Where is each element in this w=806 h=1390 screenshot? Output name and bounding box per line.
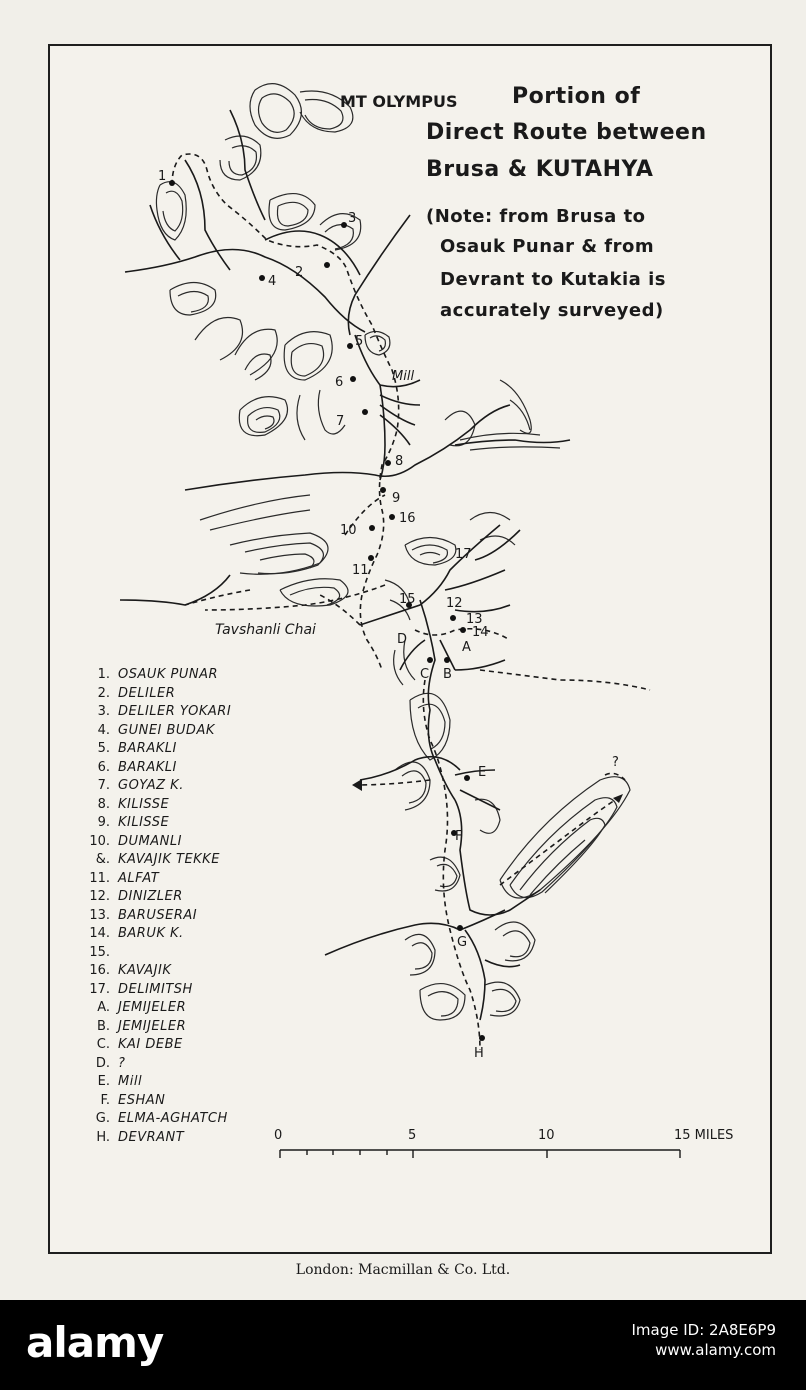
legend-key: 14. — [89, 926, 110, 941]
map-title-line: Portion of — [512, 84, 641, 109]
legend-key: H. — [96, 1129, 110, 1145]
legend-key: C. — [96, 1037, 110, 1052]
point-label: 3 — [348, 211, 357, 226]
legend-key: 9. — [97, 815, 110, 830]
map-title-line: Brusa & KUTAHYA — [426, 157, 654, 182]
publisher-imprint: London: Macmillan & Co. Ltd. — [295, 1262, 511, 1278]
point-label: D — [397, 632, 408, 647]
map-title-line: Direct Route between — [426, 120, 707, 145]
legend-row — [80, 814, 280, 833]
legend-key: 17. — [89, 981, 110, 997]
terrain-mid — [200, 380, 560, 685]
point-label: 1 — [158, 169, 167, 184]
legend-row — [80, 925, 280, 944]
legend-name: DELILER — [118, 685, 176, 701]
scale-tick-label: 10 — [538, 1128, 555, 1143]
legend-name: DELIMITSH — [118, 981, 193, 997]
legend-name: KILISSE — [118, 796, 170, 812]
legend-row — [80, 777, 280, 796]
legend-key: A. — [97, 1000, 110, 1015]
point-label: 7 — [336, 414, 345, 429]
legend-name: OSAUK PUNAR — [118, 667, 219, 682]
legend-key: 3. — [97, 704, 110, 719]
legend-row — [80, 981, 280, 1000]
legend-row — [80, 944, 280, 963]
route-arrows — [352, 779, 623, 803]
map-note-line: (Note: from Brusa to — [426, 206, 646, 227]
point-label: H — [474, 1046, 484, 1061]
legend-row — [80, 870, 280, 889]
legend-row — [80, 1128, 283, 1148]
legend-name: GUNEI BUDAK — [118, 722, 215, 738]
legend-name: BARAKLI — [118, 759, 177, 775]
legend-key: 12. — [89, 889, 110, 904]
point-label: 6 — [335, 375, 344, 390]
legend-row — [80, 1092, 280, 1111]
legend-key: 1. — [97, 667, 110, 682]
legend-name: DELILER YOKARI — [118, 704, 232, 719]
legend-row — [80, 796, 280, 815]
map-note-line: Devrant to Kutakia is — [440, 269, 666, 290]
alamy-logo: alamy — [26, 1318, 164, 1367]
legend-key: 4. — [97, 722, 110, 738]
legend-name: JEMIJELER — [118, 1018, 187, 1034]
legend-name: DEVRANT — [118, 1129, 185, 1145]
point-label: C — [420, 667, 430, 682]
legend-row — [80, 888, 280, 907]
legend-row — [80, 1055, 280, 1074]
unknown-label: ? — [612, 755, 619, 770]
scale-tick-label: 5 — [408, 1128, 417, 1143]
point-label: G — [457, 935, 468, 950]
legend-key: 10. — [89, 833, 110, 849]
legend-key: D. — [95, 1055, 110, 1071]
point-label: 11 — [352, 563, 369, 578]
map-note-line: accurately surveyed) — [440, 300, 664, 321]
legend-row — [80, 999, 280, 1018]
legend-row — [80, 759, 280, 778]
legend-name: ? — [118, 1055, 126, 1071]
point-label: 8 — [395, 454, 404, 469]
legend-row — [80, 740, 280, 759]
legend-row — [80, 851, 280, 870]
legend-row — [80, 962, 280, 981]
legend-row — [80, 1018, 280, 1037]
point-label: 10 — [340, 523, 357, 538]
legend-key: 15. — [89, 944, 110, 960]
image-id-text: Image ID: 2A8E6P9 — [631, 1321, 776, 1339]
scale-end-label: 15 MILES — [674, 1128, 734, 1143]
legend-key: 7. — [97, 778, 110, 793]
mountain-label: MT OLYMPUS — [340, 92, 458, 111]
legend-key: 8. — [97, 796, 110, 812]
legend-name: GOYAZ K. — [118, 778, 184, 793]
legend-key: 13. — [89, 907, 110, 923]
legend-row — [80, 907, 280, 926]
legend-name: KAVAJIK — [118, 963, 172, 978]
legend-name: KILISSE — [118, 815, 170, 830]
terrain-north — [156, 84, 389, 440]
legend-key: G. — [95, 1111, 110, 1126]
legend-name: ELMA-AGHATCH — [118, 1111, 228, 1126]
map-legend — [80, 666, 283, 1147]
image-id-block — [632, 1320, 777, 1360]
point-label: B — [443, 667, 452, 682]
legend-row — [80, 722, 280, 741]
point-label: 9 — [392, 491, 401, 506]
legend-key: E. — [97, 1074, 110, 1089]
legend-key: 2. — [97, 685, 110, 701]
watermark-url: www.alamy.com — [655, 1341, 776, 1359]
point-label: 14 — [472, 625, 489, 640]
legend-name: ALFAT — [118, 870, 160, 886]
legend-name: BARUK K. — [118, 926, 184, 941]
point-label: 4 — [268, 274, 277, 289]
point-label: 17 — [455, 547, 472, 562]
point-label: 2 — [295, 265, 304, 280]
legend-name: KAI DEBE — [118, 1037, 183, 1052]
legend-key: 6. — [97, 759, 110, 775]
legend-row — [80, 703, 280, 722]
point-label: A — [462, 640, 471, 655]
legend-name: Mill — [118, 1074, 143, 1089]
legend-row — [80, 1073, 280, 1092]
legend-key: &. — [95, 852, 110, 867]
point-label: 13 — [466, 612, 483, 627]
scale-tick-label: 0 — [274, 1128, 283, 1143]
legend-key: B. — [96, 1018, 110, 1034]
legend-row — [80, 1036, 280, 1055]
point-label: E — [478, 765, 487, 780]
legend-key: 16. — [89, 963, 110, 978]
map-note-line: Osauk Punar & from — [440, 236, 655, 257]
legend-name: BARAKLI — [118, 741, 177, 756]
legend-name: KAVAJIK TEKKE — [118, 852, 220, 867]
point-label: 5 — [355, 334, 364, 349]
scale-bar — [280, 1150, 680, 1158]
legend-name: JEMIJELER — [118, 1000, 187, 1015]
legend-name: DUMANLI — [118, 833, 182, 849]
point-label: F — [455, 829, 463, 844]
legend-row — [80, 685, 280, 704]
legend-name: BARUSERAI — [118, 907, 198, 923]
legend-name: ESHAN — [118, 1092, 166, 1108]
point-label: 15 — [399, 592, 416, 607]
river-label: Tavshanli Chai — [215, 622, 316, 638]
legend-row — [80, 666, 280, 685]
legend-row — [80, 1110, 280, 1129]
legend-name: DINIZLER — [118, 889, 183, 904]
legend-row — [80, 833, 280, 852]
point-label: 12 — [446, 596, 463, 611]
legend-key: 5. — [97, 741, 110, 756]
legend-key: F. — [100, 1092, 110, 1108]
legend-key: 11. — [89, 870, 110, 886]
mill-label: Mill — [392, 369, 415, 384]
point-label: 16 — [399, 511, 416, 526]
